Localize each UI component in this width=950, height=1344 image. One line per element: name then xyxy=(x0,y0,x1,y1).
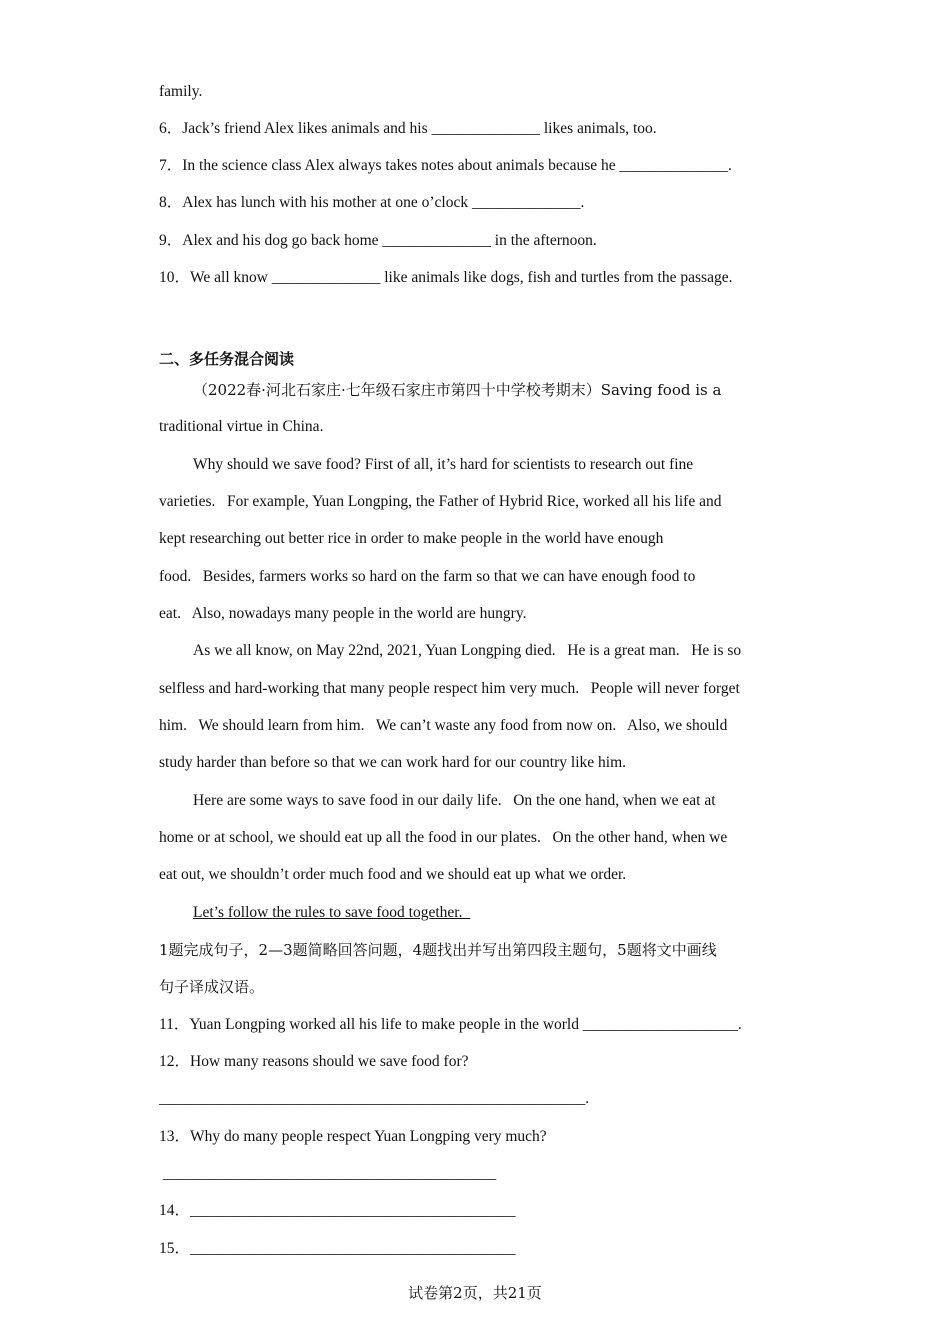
passage-line: selfless and hard-working that many people respect him very much. People will never forget xyxy=(159,680,740,697)
question-14[interactable]: 14．__________________________________________ xyxy=(159,1202,516,1219)
question-6: 6．Jack’s friend Alex likes animals and his ______________ likes animals, too. xyxy=(159,120,657,137)
passage-line: As we all know, on May 22nd, 2021, Yuan Longping died. He is a great man. He is so xyxy=(193,642,742,659)
passage-line: him. We should learn from him. We can’t waste any food from now on. Also, we should xyxy=(159,717,728,734)
passage-line: traditional virtue in China. xyxy=(159,418,324,435)
passage-line: eat. Also, nowadays many people in the world are hungry. xyxy=(159,605,527,622)
passage-line: kept researching out better rice in order to make people in the world have enough xyxy=(159,530,664,547)
underlined-sentence: Let’s follow the rules to save food together. xyxy=(193,904,471,921)
answer-blank-12[interactable]: _______________________________________________________. xyxy=(159,1090,590,1107)
passage-line: Why should we save food? First of all, it’s hard for scientists to research out fine xyxy=(193,456,694,473)
section-heading: 二、多任务混合阅读 xyxy=(159,350,295,368)
question-9: 9．Alex and his dog go back home ______________ in the afternoon. xyxy=(159,232,597,249)
line-family: family. xyxy=(159,83,203,100)
passage-line: eat out, we shouldn’t order much food and we should eat up what we order. xyxy=(159,866,627,883)
instructions-line: 1题完成句子，2—3题简略回答问题，4题找出并写出第四段主题句，5题将文中画线 xyxy=(159,941,717,959)
passage-line: study harder than before so that we can work hard for our country like him. xyxy=(159,754,627,771)
passage-line: food. Besides, farmers works so hard on the farm so that we can have enough food to xyxy=(159,568,696,585)
passage-line: home or at school, we should eat up all the food in our plates. On the other hand, when we xyxy=(159,829,728,846)
question-11: 11．Yuan Longping worked all his life to make people in the world ____________________. xyxy=(159,1016,742,1033)
question-13: 13．Why do many people respect Yuan Longping very much? xyxy=(159,1128,547,1145)
question-12: 12．How many reasons should we save food for? xyxy=(159,1053,469,1070)
page-footer: 试卷第2页，共21页 xyxy=(408,1284,542,1302)
passage-line: varieties. For example, Yuan Longping, the Father of Hybrid Rice, worked all his life and xyxy=(159,493,722,510)
instructions-line: 句子译成汉语。 xyxy=(159,978,265,996)
question-10: 10．We all know ______________ like animals like dogs, fish and turtles from the passage. xyxy=(159,269,733,286)
question-8: 8．Alex has lunch with his mother at one o’clock ______________. xyxy=(159,194,585,211)
question-7: 7．In the science class Alex always takes notes about animals because he ______________. xyxy=(159,157,732,174)
passage-source: （2022春·河北石家庄·七年级石家庄市第四十中学校考期末）Saving food is a xyxy=(193,381,722,399)
question-15[interactable]: 15．__________________________________________ xyxy=(159,1240,516,1257)
passage-line: Here are some ways to save food in our daily life. On the one hand, when we eat at xyxy=(193,792,716,809)
answer-blank-13[interactable]: ___________________________________________ xyxy=(159,1165,497,1182)
